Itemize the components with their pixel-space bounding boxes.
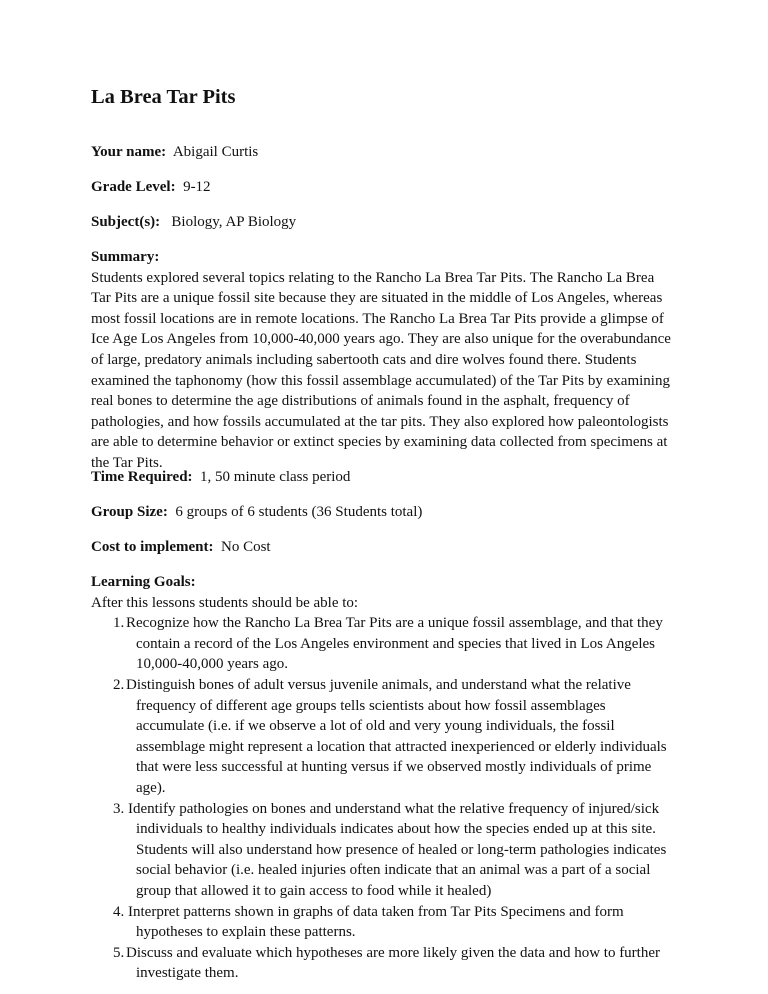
time-value: 1, 50 minute class period: [200, 469, 351, 485]
time-label: Time Required:: [91, 469, 193, 485]
learning-goals-section: [91, 572, 711, 984]
learning-goal-item: [91, 613, 711, 675]
goal-text-line: 10,000-40,000 years ago.: [136, 656, 289, 673]
grade-field: [91, 177, 711, 198]
summary-section: [91, 247, 711, 474]
goal-text-line: individuals to healthy individuals indicates about how the species ended up at this site.: [136, 821, 656, 838]
goal-text-line: Students will also understand how presence of healed or long-term pathologies indicates: [136, 841, 667, 858]
goal-number: 3.: [113, 800, 125, 817]
goal-number: 4.: [113, 903, 125, 920]
summary-line: real bones to determine the age distributions of animals found in the asphalt, frequency of: [91, 393, 630, 410]
subject-value: Biology, AP Biology: [171, 214, 297, 230]
group-label: Group Size:: [91, 504, 168, 520]
cost-field: [91, 537, 711, 558]
goal-text-line: Discuss and evaluate which hypotheses are more likely given the data and how to further: [126, 944, 661, 961]
cost-value: No Cost: [220, 539, 271, 555]
goal-number: 1.: [113, 615, 125, 632]
goal-text-line: social behavior (i.e. healed injuries often indicate that an animal was a part of a social: [136, 862, 651, 879]
goal-text-line: that were less successful at hunting versus if we observed mostly individuals of prime: [136, 759, 652, 776]
summary-line: of large, predatory animals including sabertooth cats and dire wolves found there. Students: [91, 351, 637, 368]
goal-number: 2.: [113, 676, 125, 693]
goal-text-line: frequency of different age groups tells scientists about how fossil assemblages: [136, 697, 606, 714]
name-field: [91, 142, 711, 163]
summary-line: examined the taphonomy (how this fossil assemblage accumulated) of the Tar Pits by examining: [91, 372, 670, 389]
goal-number: 5.: [113, 944, 125, 961]
learning-goal-item: [91, 902, 711, 943]
goal-text-line: Interpret patterns shown in graphs of data taken from Tar Pits Specimens and form: [128, 903, 624, 920]
goal-text-line: hypotheses to explain these patterns.: [136, 924, 356, 941]
goal-text-line: age).: [136, 779, 166, 796]
grade-value: 9-12: [183, 179, 211, 195]
group-value: 6 groups of 6 students (36 Students total): [175, 504, 423, 520]
summary-heading: Summary:: [91, 249, 160, 265]
summary-line: Ice Age Los Angeles from 10,000-40,000 years ago. They are also unique for the overabundance: [91, 331, 671, 348]
subject-field: [91, 212, 711, 233]
goal-text-line: accumulate (i.e. if we observe a lot of old and very young individuals, the fossil: [136, 718, 615, 735]
learning-goal-item: [91, 943, 711, 984]
summary-line: the Tar Pits.: [91, 454, 163, 471]
summary-line: are able to determine behavior or extinct species by examining data collected from specimens at: [91, 434, 668, 451]
learning-goal-item: [91, 675, 711, 799]
goal-text-line: investigate them.: [136, 965, 239, 982]
learning-goal-item: [91, 799, 711, 902]
document-title: La Brea Tar Pits: [91, 86, 236, 108]
goal-text-line: contain a record of the Los Angeles environment and species that lived in Los Angeles: [136, 635, 656, 652]
goal-text-line: Identify pathologies on bones and understand what the relative frequency of injured/sick: [128, 800, 660, 817]
name-label: Your name:: [91, 144, 167, 160]
goal-text-line: Distinguish bones of adult versus juvenile animals, and understand what the relative: [126, 676, 631, 693]
summary-line: Tar Pits are a unique fossil site because they are situated in the middle of Los Angeles, whereas: [91, 290, 663, 307]
learning-goals-heading: Learning Goals:: [91, 574, 196, 590]
goal-text-line: group that allowed it to gain access to food while it healed): [136, 882, 492, 899]
summary-text: [91, 268, 711, 474]
grade-label: Grade Level:: [91, 179, 176, 195]
summary-line: most fossil locations are in remote locations. The Rancho La Brea Tar Pits provide a glimpse of: [91, 310, 664, 327]
summary-line: pathologies, and how fossils accumulated at the tar pits. They also explored how paleontologists: [91, 413, 669, 430]
goal-text-line: Recognize how the Rancho La Brea Tar Pits are a unique fossil assemblage, and that they: [126, 615, 663, 632]
goal-text-line: assemblage might represent a location that attracted inexperienced or elderly individuals: [136, 738, 667, 755]
learning-goals-intro: After this lessons students should be able to:: [91, 594, 359, 611]
group-size-field: [91, 502, 711, 523]
subject-label: Subject(s):: [91, 214, 161, 230]
cost-label: Cost to implement:: [91, 539, 214, 555]
time-field: [91, 467, 711, 488]
summary-line: Students explored several topics relating to the Rancho La Brea Tar Pits. The Rancho La Brea: [91, 269, 655, 286]
name-value: Abigail Curtis: [172, 144, 259, 160]
learning-goals-list: [91, 613, 711, 984]
